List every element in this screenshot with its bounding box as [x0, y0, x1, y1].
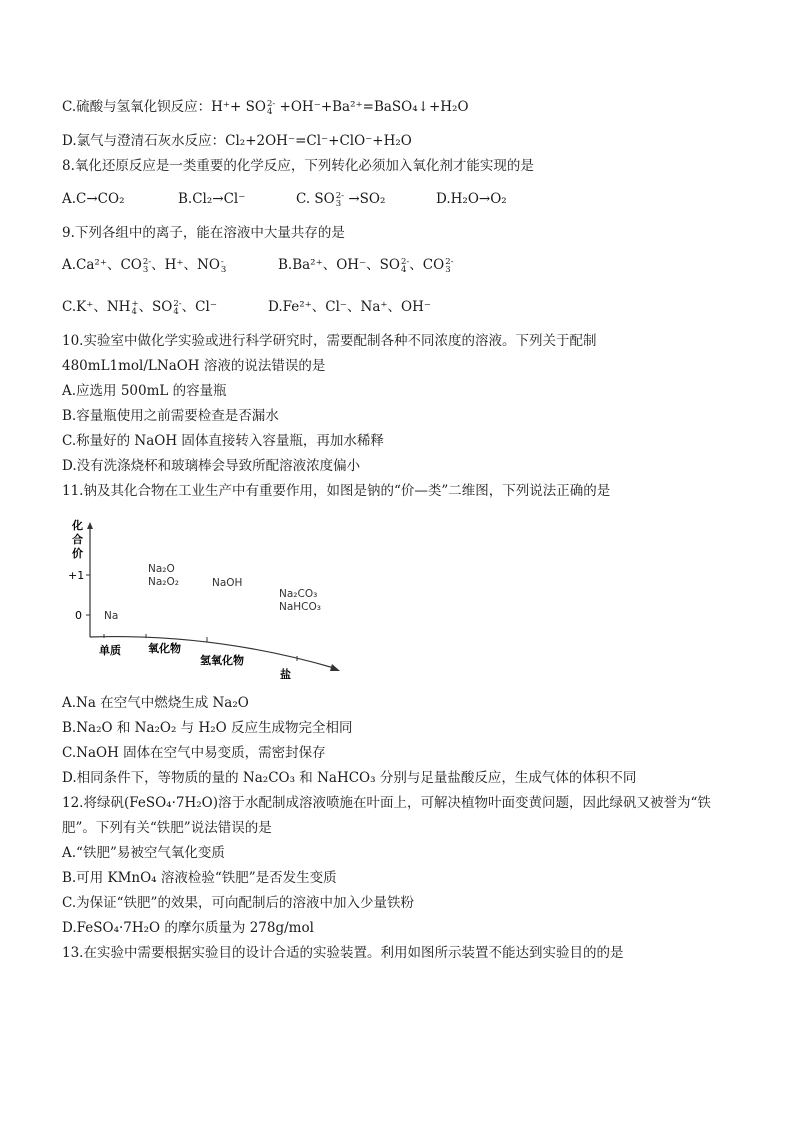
q9-c-post: 、Cl⁻ — [181, 299, 217, 315]
q8-stem: 8.氧化还原反应是一类重要的化学反应，下列转化必须加入氧化剂才能实现的是 — [62, 158, 534, 174]
chart-point-label: Na₂O — [148, 563, 175, 575]
q8-option-a: A.C→CO₂ — [62, 191, 125, 207]
q9-c-pre: C.K⁺、NH — [62, 299, 131, 315]
q9-c-sup2: 2- — [173, 298, 182, 309]
q9-a-sup: 2- — [142, 256, 152, 267]
q9-c-charge2 — [173, 300, 181, 316]
q8-c-charge — [336, 192, 344, 208]
q10-option-d: D.没有洗涤烧杯和玻璃棒会导致所配溶液浓度偏小 — [62, 458, 361, 474]
chart-point-label: Na — [104, 610, 119, 622]
q7-c-label: C.硫酸与氢氧化钡反应： — [62, 99, 212, 115]
q9-c-sub2: 4 — [173, 306, 179, 317]
chart-point-label: Na₂O₂ — [148, 576, 179, 588]
q12-stem-line1: 12.将绿矾(FeSO₄·7H₂O)溶于水配制成溶液喷施在叶面上，可解决植物叶面变黄问题，因此绿矾又被誉为“铁 — [62, 795, 711, 811]
q7-c-eq-post: +OH⁻+Ba²⁺=BaSO₄↓+H₂O — [275, 99, 469, 115]
q9-a-mid: 、H⁺、NO — [151, 257, 220, 273]
q8-c-post: →SO₂ — [344, 191, 386, 207]
q9-b-sub2: 3 — [445, 264, 451, 275]
chart-point-label: NaHCO₃ — [279, 601, 321, 613]
q12-stem-line2: 肥”。下列有关“铁肥”说法错误的是 — [62, 820, 272, 836]
q10-option-c: C.称量好的 NaOH 固体直接转入容量瓶，再加水稀释 — [62, 433, 384, 449]
chart-category-label: 盐 — [280, 668, 291, 681]
q9-a-sub2: 3 — [220, 264, 227, 275]
q13-stem: 13.在实验中需要根据实验目的设计合适的实验装置。利用如图所示装置不能达到实验目的的是 — [62, 945, 624, 961]
q9-b-sub: 4 — [401, 264, 407, 275]
chart-x-arrow — [330, 664, 340, 671]
chart-ytick-label: +1 — [68, 569, 85, 582]
chart-category-label: 氢氧化物 — [200, 654, 244, 667]
q9-option-c — [62, 298, 268, 316]
q7-c-sub: 4 — [266, 106, 273, 117]
q12-option-c: C.为保证“铁肥”的效果，可向配制后的溶液中加入少量铁粉 — [62, 895, 414, 911]
q7-c-sup: 2- — [266, 98, 276, 109]
q9-b-pre: B.Ba²⁺、OH⁻、SO — [278, 257, 401, 273]
q9-options-cd — [62, 298, 431, 316]
chart-marks — [99, 563, 321, 681]
q11-stem: 11.钠及其化合物在工业生产中有重要作用，如图是钠的“价—类”二维图，下列说法正确的是 — [62, 483, 611, 499]
q11-option-d: D.相同条件下，等物质的量的 Na₂CO₃ 和 NaHCO₃ 分别与足量盐酸反应，生成气体的体积不同 — [62, 770, 637, 786]
q9-a-pre: A.Ca²⁺、CO — [62, 257, 142, 273]
q11-option-a: A.Na 在空气中燃烧生成 Na₂O — [62, 695, 249, 711]
chart-ylabel-3: 价 — [72, 547, 83, 560]
q7-d-eq: Cl₂+2OH⁻=Cl⁻+ClO⁻+H₂O — [225, 133, 412, 149]
q8-c-sup: 2- — [335, 190, 345, 201]
q7-option-d — [62, 132, 412, 150]
q9-c-charge — [131, 300, 138, 316]
q9-options-ab — [62, 256, 453, 274]
q9-b-charge2 — [445, 258, 453, 274]
chart-category-label: 单质 — [99, 644, 121, 657]
q9-option-d: D.Fe²⁺、Cl⁻、Na⁺、OH⁻ — [268, 299, 432, 315]
chart-ylabel-1: 化 — [72, 519, 83, 532]
q9-c-sub: 4 — [131, 306, 137, 317]
q8-option-b: B.Cl₂→Cl⁻ — [178, 191, 246, 207]
q10-option-a: A.应选用 500mL 的容量瓶 — [62, 383, 227, 399]
q10-stem-line2: 480mL1mol/LNaOH 溶液的说法错误的是 — [62, 358, 326, 374]
chart-ylabel-2: 合 — [72, 533, 83, 546]
q7-d-label: D.氯气与澄清石灰水反应： — [62, 133, 226, 149]
q9-c-sup: + — [131, 298, 139, 309]
chart-point-label: Na₂CO₃ — [279, 588, 318, 600]
q9-a-sub: 3 — [142, 264, 149, 275]
q12-option-d: D.FeSO₄·7H₂O 的摩尔质量为 278g/mol — [62, 920, 314, 936]
q7-option-c — [62, 98, 469, 116]
q8-options — [62, 190, 507, 208]
chart-ytick-label: 0 — [75, 609, 82, 622]
q10-option-b: B.容量瓶使用之前需要检查是否漏水 — [62, 408, 279, 424]
q9-b-sup2: 2- — [445, 256, 454, 267]
q9-b-mid: 、CO — [409, 257, 445, 273]
q11-option-b: B.Na₂O 和 Na₂O₂ 与 H₂O 反应生成物完全相同 — [62, 720, 353, 736]
q12-option-b: B.可用 KMnO₄ 溶液检验“铁肥”是否发生变质 — [62, 870, 337, 886]
q9-a-sup2: - — [220, 256, 224, 267]
q8-c-sub: 3 — [335, 198, 342, 209]
q8-option-d: D.H₂O→O₂ — [436, 191, 507, 207]
chart-point-label: NaOH — [212, 577, 243, 589]
q9-stem: 9.下列各组中的离子，能在溶液中大量共存的是 — [62, 225, 345, 241]
q9-b-sup: 2- — [401, 256, 410, 267]
chart-y-arrow — [87, 522, 93, 529]
q9-a-charge2 — [221, 258, 226, 274]
q7-c-eq-pre: H⁺+ SO — [211, 99, 266, 115]
valence-class-chart — [62, 512, 352, 682]
q8-c-pre: C. SO — [296, 191, 335, 207]
q7-c-ion-charge — [267, 100, 275, 116]
q9-c-mid: 、SO — [138, 299, 173, 315]
q9-option-b — [278, 256, 453, 274]
q11-option-c: C.NaOH 固体在空气中易变质，需密封保存 — [62, 745, 326, 761]
q9-a-charge — [143, 258, 151, 274]
chart-category-label: 氧化物 — [148, 642, 181, 655]
q9-option-a — [62, 256, 278, 274]
q10-stem-line1: 10.实验室中做化学实验或进行科学研究时，需要配制各种不同浓度的溶液。下列关于配制 — [62, 333, 597, 349]
q12-option-a: A.“铁肥”易被空气氧化变质 — [62, 845, 225, 861]
q8-option-c — [296, 190, 436, 208]
